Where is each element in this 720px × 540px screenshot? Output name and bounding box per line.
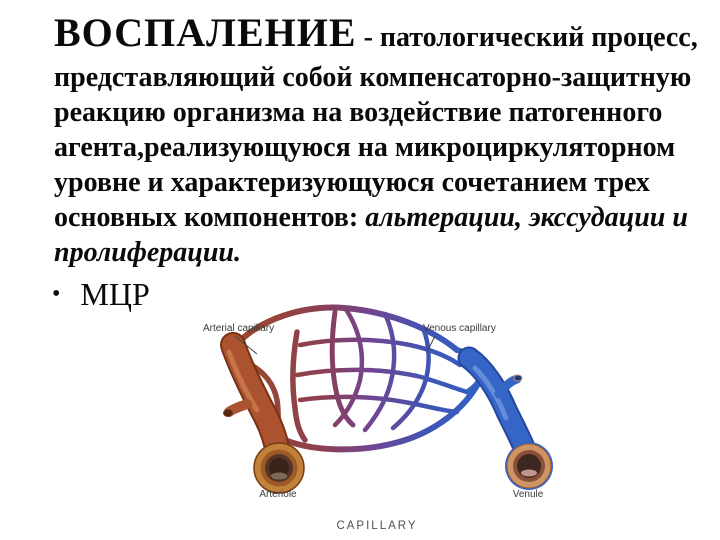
definition-line [54, 235, 704, 270]
definition-segment-title: ВОСПАЛЕНИЕ [54, 10, 357, 55]
arterial-capillary-label: Arterial capillary [203, 323, 275, 334]
definition-line [54, 8, 704, 60]
definition-segment-normal: представляющий собой компенсаторно-защитную [54, 62, 692, 93]
capillary-caption: CAPILLARY [336, 520, 418, 532]
definition-segment-normal: - патологический процесс, [356, 22, 698, 53]
capillary-figure [185, 300, 585, 540]
definition-line [54, 165, 704, 200]
definition-segment-emphasis: альтерации, экссудации и [365, 202, 688, 233]
definition-segment-emphasis: пролиферации. [54, 237, 242, 268]
venule-vessel [469, 358, 553, 490]
capillary-diagram [185, 300, 585, 540]
definition-line [54, 60, 704, 95]
arteriole-label: Arteriole [259, 489, 297, 500]
definition-line [54, 130, 704, 165]
bullet-label-mcr: МЦР [80, 276, 150, 312]
definition-line [54, 200, 704, 235]
definition-segment-normal: агента,реализующуюся на микроциркуляторном [54, 132, 676, 163]
venous-capillary-label: Venous capillary [423, 323, 496, 334]
definition-segment-normal: уровне и характеризующуюся сочетанием трех [54, 167, 650, 198]
definition-segment-normal: реакцию организма на воздействие патогенного [54, 97, 663, 128]
bullet-item-mcr [52, 274, 150, 314]
bullet-marker: • [52, 281, 61, 307]
definition-segment-normal: основных компонентов: [54, 202, 366, 233]
definition-line [54, 95, 704, 130]
venule-label: Venule [512, 489, 544, 500]
definition-text [54, 8, 704, 270]
